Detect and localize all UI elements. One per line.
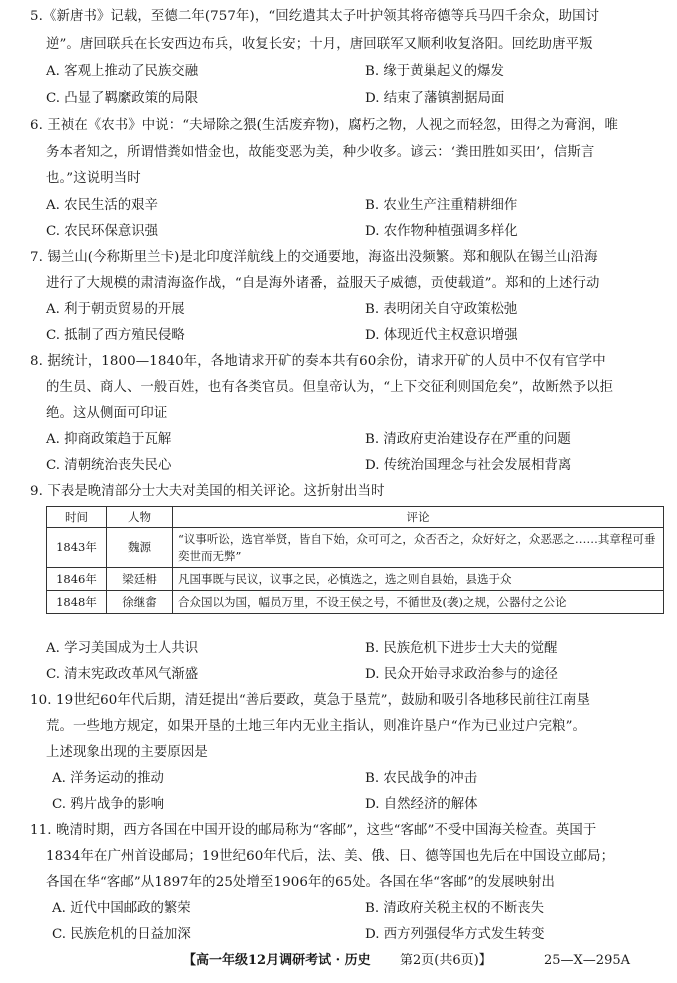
option-b: B. 清政府关税主权的不断丧失 xyxy=(365,901,545,916)
option-a: A. 利于朝贡贸易的开展 xyxy=(46,302,185,317)
option-c: C. 凸显了羁縻政策的局限 xyxy=(46,91,199,106)
option-c: C. 鸦片战争的影响 xyxy=(52,797,165,812)
option-d: D. 自然经济的解体 xyxy=(365,797,478,812)
footer-code: 25—X—295A xyxy=(544,953,630,968)
question-text: 11. 晚清时期，西方各国在中国开设的邮局称为“客邮”，这些“客邮”不受中国海关检查。英国于 xyxy=(30,823,597,838)
table-cell-year: 1846年 xyxy=(47,568,107,591)
table-header-cell: 评论 xyxy=(173,507,664,528)
table-row xyxy=(47,591,664,614)
question-text: 6. 王祯在《农书》中说：“夫埽除之猥(生活废弃物)，腐朽之物，人视之而轻忽，田得之为膏润，唯 xyxy=(30,118,619,133)
option-d: D. 民众开始寻求政治参与的途径 xyxy=(365,667,558,682)
option-c: C. 民族危机的日益加深 xyxy=(52,927,191,942)
question-text: 逆”。唐回联兵在长安西边布兵，收复长安；十月，唐回联军又顺利收复洛阳。回纥助唐平叛 xyxy=(46,37,593,52)
question-text: 上述现象出现的主要原因是 xyxy=(46,745,208,760)
table-cell-year: 1843年 xyxy=(47,528,107,568)
option-a: A. 客观上推动了民族交融 xyxy=(46,64,199,79)
question-text: 绝。这从侧面可印证 xyxy=(46,406,168,421)
question-text: 1834年在广州首设邮局；19世纪60年代后，法、美、俄、日、德等国也先后在中国设立邮局； xyxy=(46,849,615,864)
table-row xyxy=(47,528,664,568)
option-c: C. 清朝统治丧失民心 xyxy=(46,458,172,473)
question-text: 5.《新唐书》记载，至德二年(757年)，“回纥遣其太子叶护领其将帝德等兵马四千余众，助国讨 xyxy=(30,9,600,24)
option-b: B. 表明闭关自守政策松弛 xyxy=(365,302,518,317)
question-text: 7. 锡兰山(今称斯里兰卡)是北印度洋航线上的交通要地，海盗出没频繁。郑和舰队在锡兰山沿海 xyxy=(30,250,598,265)
option-a: A. 抑商政策趋于瓦解 xyxy=(46,432,172,447)
table-cell-comment: 合众国以为国，幅员万里，不设王侯之号，不循世及(袭)之规，公器付之公论 xyxy=(173,591,664,614)
option-b: B. 缘于黄巢起义的爆发 xyxy=(365,64,504,79)
table-cell-year: 1848年 xyxy=(47,591,107,614)
table-cell-person: 魏源 xyxy=(107,528,173,568)
question-text: 也。”这说明当时 xyxy=(46,171,141,186)
table-header-row xyxy=(47,507,664,528)
option-b: B. 民族危机下进步士大夫的觉醒 xyxy=(365,641,558,656)
table-header-cell: 人物 xyxy=(107,507,173,528)
table-cell-comment: 凡国事既与民议，议事之民，必慎选之，选之则自县始，县选于众 xyxy=(173,568,664,591)
option-d: D. 传统治国理念与社会发展相背离 xyxy=(365,458,572,473)
question-text: 9. 下表是晚清部分士大夫对美国的相关评论。这折射出当时 xyxy=(30,484,385,499)
option-a: A. 近代中国邮政的繁荣 xyxy=(52,901,191,916)
footer-title: 【高一年级12月调研考试 · 历史 xyxy=(183,953,371,968)
table-cell-person: 梁廷枏 xyxy=(107,568,173,591)
question-text: 荒。一些地方规定，如果开垦的土地三年内无业主指认，则准许垦户“作为已业过户完粮”。 xyxy=(46,719,587,734)
table-cell-comment: “议事听讼，选官举贤，皆自下始，众可可之，众否否之，众好好之，众恶恶之……其章程可垂奕世而无弊” xyxy=(173,528,664,568)
question-text: 务本者知之，所谓惜粪如惜金也，故能变恶为美，种少收多。谚云：‘粪田胜如买田’，信斯言 xyxy=(46,145,595,160)
option-a: A. 农民生活的艰辛 xyxy=(46,198,158,213)
option-c: C. 清末宪政改革风气渐盛 xyxy=(46,667,199,682)
option-b: B. 清政府吏治建设存在严重的问题 xyxy=(365,432,571,447)
option-c: C. 抵制了西方殖民侵略 xyxy=(46,328,185,343)
question-text: 进行了大规模的肃清海盗作战，“自是海外诸番，益服天子威德，贡使载道”。郑和的上述行动 xyxy=(46,276,600,291)
option-d: D. 农作物种植强调多样化 xyxy=(365,224,518,239)
option-b: B. 农民战争的冲击 xyxy=(365,771,478,786)
footer-page: 第2页(共6页)】 xyxy=(400,953,492,968)
option-d: D. 体现近代主权意识增强 xyxy=(365,328,518,343)
table-header-cell: 时间 xyxy=(47,507,107,528)
option-d: D. 西方列强侵华方式发生转变 xyxy=(365,927,545,942)
table-row xyxy=(47,568,664,591)
question-text: 的生员、商人、一般百姓，也有各类官员。但皇帝认为，“上下交征利则国危矣”，故断然予以拒 xyxy=(46,380,614,395)
comment-table xyxy=(46,506,664,614)
option-a: A. 学习美国成为士人共识 xyxy=(46,641,199,656)
option-a: A. 洋务运动的推动 xyxy=(52,771,164,786)
option-b: B. 农业生产注重精耕细作 xyxy=(365,198,518,213)
question-text: 8. 据统计，1800—1840年，各地请求开矿的奏本共有60余份，请求开矿的人员中不仅有官学中 xyxy=(30,354,606,369)
option-c: C. 农民环保意识强 xyxy=(46,224,159,239)
option-d: D. 结束了藩镇割据局面 xyxy=(365,91,505,106)
table-cell-person: 徐继畬 xyxy=(107,591,173,614)
question-text: 各国在华“客邮”从1897年的25处增至1906年的65处。各国在华“客邮”的发展映射出 xyxy=(46,875,555,890)
question-text: 10. 19世纪60年代后期，清廷提出“善后要政，莫急于垦荒”，鼓励和吸引各地移民前往江南垦 xyxy=(30,693,590,708)
